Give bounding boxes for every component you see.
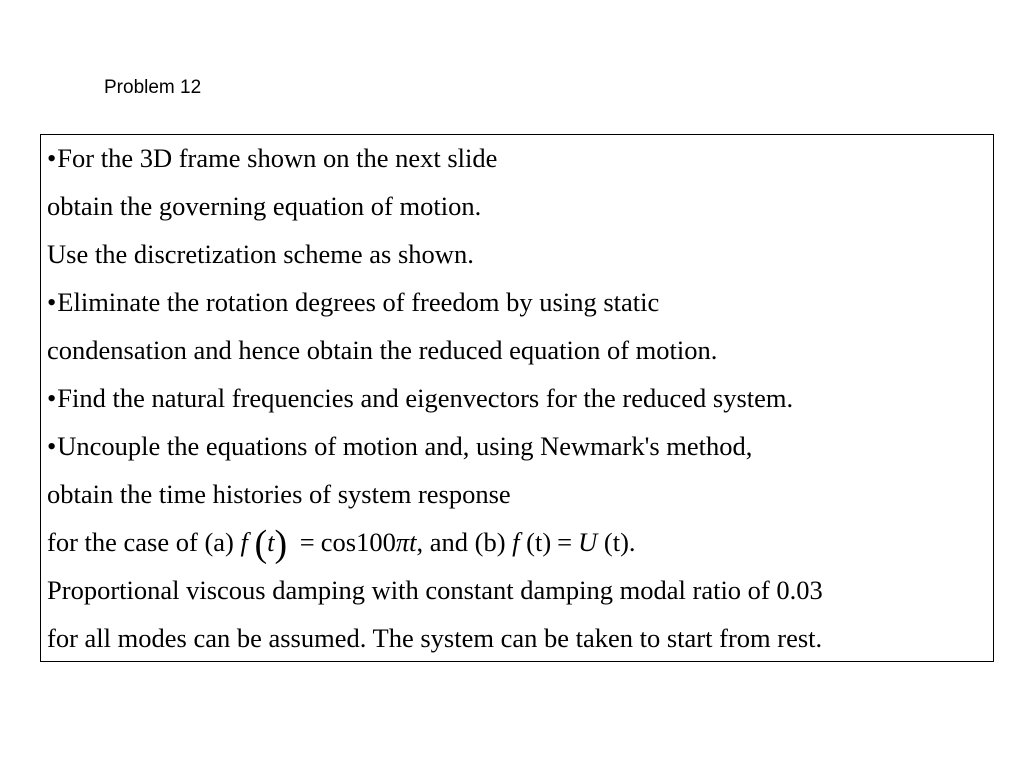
statement-text: for all modes can be assumed. The system can be taken to start from rest. bbox=[47, 623, 823, 653]
statement-text: Proportional viscous damping with constant damping modal ratio of 0.03 bbox=[47, 575, 823, 605]
statement-line-2 bbox=[47, 193, 481, 220]
statement-text: obtain the time histories of system response bbox=[47, 479, 511, 509]
formula-U: U bbox=[578, 527, 598, 557]
formula-t2: t bbox=[409, 527, 417, 557]
formula-and-b: and (b) bbox=[429, 527, 513, 557]
bullet: • bbox=[47, 383, 57, 413]
formula-line bbox=[47, 523, 636, 565]
statement-line-4 bbox=[47, 289, 659, 316]
statement-line-8 bbox=[47, 481, 511, 508]
formula-left-paren: ( bbox=[254, 523, 268, 565]
statement-text: Uncouple the equations of motion and, using Newmark's method, bbox=[57, 431, 753, 461]
formula-paren-t: (t) bbox=[526, 527, 552, 557]
statement-line-5 bbox=[47, 337, 717, 364]
statement-line-1 bbox=[47, 145, 497, 172]
formula-f2: f bbox=[512, 527, 520, 557]
statement-text: For the 3D frame shown on the next slide bbox=[57, 143, 498, 173]
statement-line-3 bbox=[47, 241, 474, 268]
bullet: • bbox=[47, 143, 57, 173]
formula-cos: cos100 bbox=[320, 527, 396, 557]
statement-text: Use the discretization scheme as shown. bbox=[47, 239, 474, 269]
formula-end: . bbox=[628, 527, 636, 557]
formula-comma: , bbox=[416, 527, 424, 557]
formula-equals-2: = bbox=[557, 527, 573, 557]
formula-equals: = bbox=[299, 527, 315, 557]
statement-text: Find the natural frequencies and eigenvectors for the reduced system. bbox=[57, 383, 794, 413]
statement-line-7 bbox=[47, 433, 752, 460]
slide-title: Problem 12 bbox=[104, 77, 202, 98]
problem-statement-box bbox=[40, 134, 994, 662]
statement-text: Eliminate the rotation degrees of freedom by using static bbox=[57, 287, 660, 317]
formula-paren-t2: (t) bbox=[603, 527, 629, 557]
statement-text: obtain the governing equation of motion. bbox=[47, 191, 482, 221]
bullet: • bbox=[47, 431, 57, 461]
statement-text: condensation and hence obtain the reduced equation of motion. bbox=[47, 335, 718, 365]
formula-f: f bbox=[240, 527, 248, 557]
formula-right-paren: ) bbox=[274, 523, 288, 565]
formula-prefix: for the case of (a) bbox=[47, 527, 241, 557]
bullet: • bbox=[47, 287, 57, 317]
closing-line-1 bbox=[47, 577, 823, 604]
statement-line-6 bbox=[47, 385, 793, 412]
formula-t: t bbox=[267, 527, 275, 557]
formula-pi: π bbox=[395, 527, 410, 557]
closing-line-2 bbox=[47, 625, 822, 652]
